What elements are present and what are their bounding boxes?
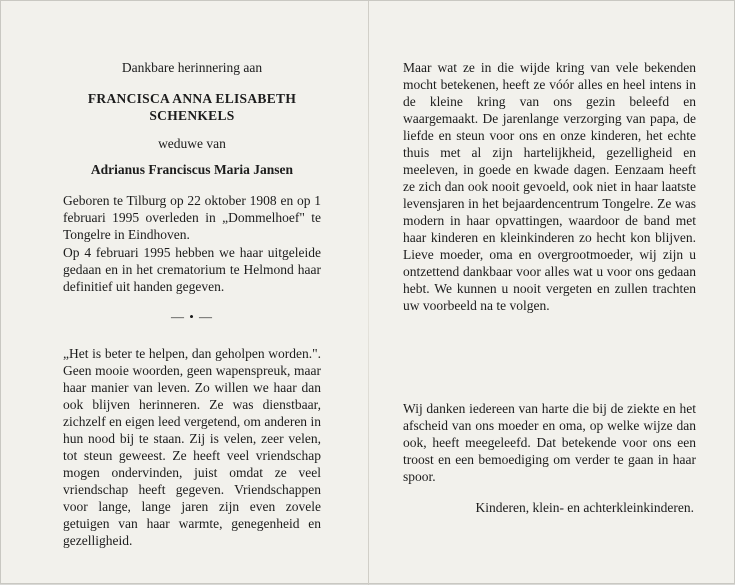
cremation-paragraph: Op 4 februari 1995 hebben we haar uitgeleide gedaan en in het crematorium te Helmond haar definitief uit handen gegeven. xyxy=(63,245,321,294)
card-fold xyxy=(368,1,369,585)
memory-paragraph: Maar wat ze in die wijde kring van vele bekenden mocht betekenen, heeft ze vóór alles en heel intens in de kleine kring van ons gezin beleefd en waargemaakt. De jarenlange verzorging van papa, de liefde en steun voor ons en onze kinderen, het echte thuis met al zijn hartelijkheid, gezelligheid en meeleven, in goede en kwade dagen. Eenzaam heeft ze zich dan ook nooit gevoeld, ook niet in haar laatste levensjaren in het bejaardencentrum Tongelre. Ze was modern in haar opvattingen, waardoor de band met haar kinderen en kleinkinderen zo hecht kon blijven. Lieve moeder, oma en overgrootmoeder, wij zijn u ontzettend dankbaar voor alles wat u voor ons gedaan hebt. We kunnen u nooit vergeten en zullen trachten uw voorbeeld na te volgen. xyxy=(403,60,696,313)
quote-paragraph: „Het is beter te helpen, dan geholpen worden.". Geen mooie woorden, geen wapenspreuk, maar haar manier van leven. Zo willen we haar dan ook blijven herinneren. Ze was dienstbaar, zichzelf en eigen leed vergetend, om anderen in hun nood bij te staan. Zij is velen, zeer velen, tot steun geweest. Ze heeft veel vriendschap mogen ondervinden, juist omdat ze veel vriendschap heeft gegeven. Vriendschappen voor lange, lange jaren zijn even zovele getuigen van haar warmte, genegenheid en gezelligheid. xyxy=(63,346,321,548)
deceased-name xyxy=(63,90,321,124)
left-page xyxy=(63,59,321,549)
name-line-1: FRANCISCA ANNA ELISABETH xyxy=(87,91,297,106)
widow-of-text: weduwe van xyxy=(158,136,226,151)
spouse-name: Adrianus Franciscus Maria Jansen xyxy=(90,162,294,177)
ornament-divider: — • — xyxy=(170,309,214,324)
right-page xyxy=(403,59,696,516)
thanks-paragraph: Wij danken iedereen van harte die bij de ziekte en het afscheid van ons moeder en oma, op welke wijze dan ook, heeft meegeleefd. Dat betekende voor ons een troost en een bemoediging om verder te gaan in haar spoor. xyxy=(403,401,696,484)
birth-death-paragraph: Geboren te Tilburg op 22 oktober 1908 en op 1 februari 1995 overleden in „Dommelhoef" te Tongelre in Eindhoven. xyxy=(63,193,321,242)
name-line-2: SCHENKELS xyxy=(149,108,235,123)
intro-text: Dankbare herinnering aan xyxy=(121,60,263,75)
signoff-text: Kinderen, klein- en achterkleinkinderen. xyxy=(475,500,694,515)
